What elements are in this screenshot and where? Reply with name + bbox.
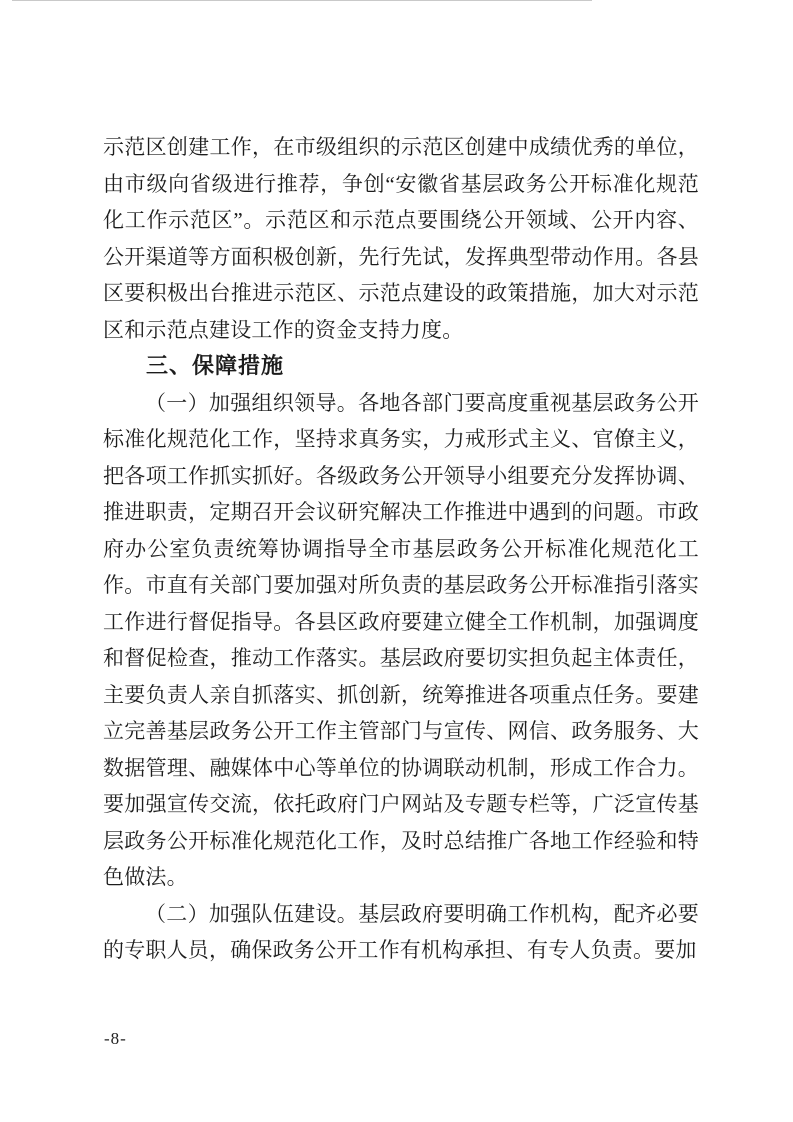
paragraph-lead: （二）加强队伍建设。 <box>145 901 359 926</box>
page-number: -8- <box>104 1029 127 1048</box>
scan-edge-artifact <box>12 0 592 1</box>
paragraph-lead: （一）加强组织领导。 <box>145 390 359 415</box>
section-heading: 三、保障措施 <box>146 353 285 378</box>
paragraph: 示范区创建工作，在市级组织的示范区创建中成绩优秀的单位，由市级向省级进行推荐，争创“安徽省基层政务公开标准化规范化工作示范区”。示范区和示范点要围绕公开领域、公开内容、公开渠道等方面积极创新，先行先试，发挥典型带动作用。各县区要积极出台推进示范区、示范点建设的政策措施，加大对示范区和示范点建设工作的资金支持力度。 <box>103 135 699 342</box>
document-body <box>103 129 699 969</box>
paragraph: （一）加强组织领导。各地各部门要高度重视基层政务公开标准化规范化工作，坚持求真务实，力戒形式主义、官僚主义，把各项工作抓实抓好。各级政务公开领导小组要充分发挥协调、推进职责，定期召开会议研究解决工作推进中遇到的问题。市政府办公室负责统筹协调指导全市基层政务公开标准化规范化工作。市直有关部门要加强对所负责的基层政务公开标准指引落实工作进行督促指导。各县区政府要建立健全工作机制，加强调度和督促检查，推动工作落实。基层政府要切实担负起主体责任，主要负责人亲自抓落实、抓创新，统筹推进各项重点任务。要建立完善基层政务公开工作主管部门与宣传、网信、政务服务、大数据管理、融媒体中心等单位的协调联动机制，形成工作合力。要加强宣传交流，依托政府门户网站及专题专栏等，广泛宣传基层政务公开标准化规范化工作，及时总结推广各地工作经验和特色做法。 <box>103 390 700 889</box>
paragraph: （二）加强队伍建设。基层政府要明确工作机构，配齐必要的专职人员，确保政务公开工作有机构承担、有专人负责。要加 <box>103 901 700 962</box>
